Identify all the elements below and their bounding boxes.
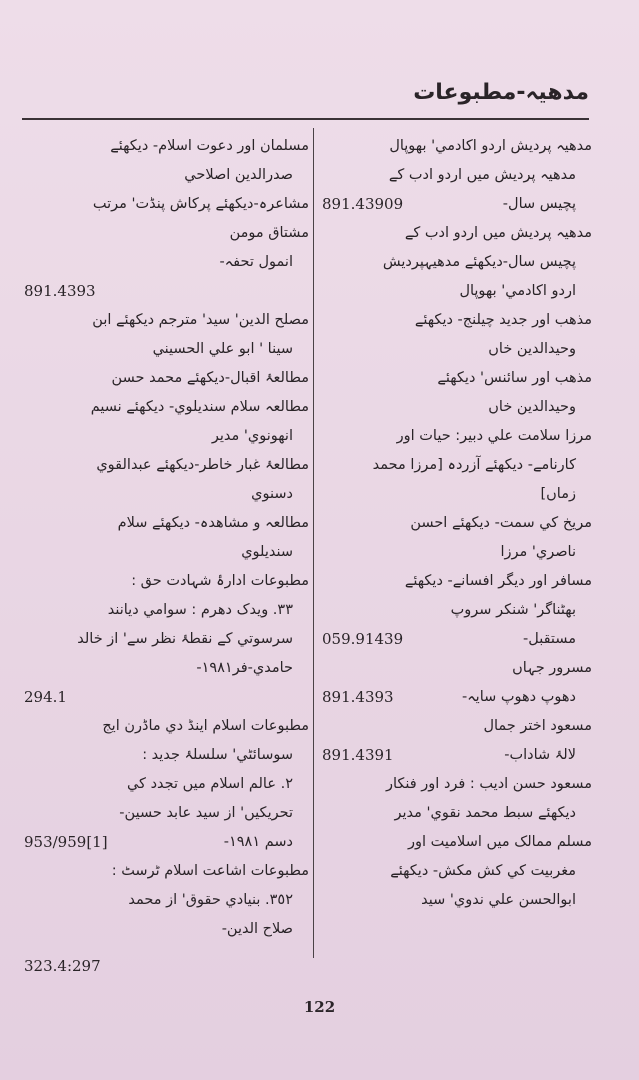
classification-code: 294.1 (24, 688, 67, 706)
entry-line: انمول تحفہ- (219, 254, 293, 270)
entry (24, 712, 309, 857)
entry-line (322, 190, 592, 219)
entry-line: مسلم ممالک میں اسلامیت اور (408, 834, 592, 850)
entry-line: مطبوعات اسلام اینڈ دي ماڈرن ایج (102, 718, 309, 734)
entry-line: سوسائٹي' سلسلۂ جدید : (142, 747, 293, 763)
entry-line: مذھب اور سائنس' دیکھئے (437, 370, 592, 386)
column-divider (313, 128, 314, 958)
entry-line: مدھیہ پردیش اردو اکادمي' بھوپال (389, 138, 592, 154)
entry-line: مریخ کي سمت- دیکھئے احسن (410, 515, 592, 531)
entry-line: مشاعرہ-دیکھئے پرکاش پنڈت' مرتب (92, 196, 309, 212)
running-header: مدھیہ-مطبوعات (413, 80, 589, 105)
entry-line: مصلح الدین' سید' مترجم دیکھئے ابن (92, 312, 309, 328)
entry-line: بھٹناگر' شنکر سروپ (450, 602, 576, 618)
entry-line: ناصري' مرزا (500, 544, 576, 560)
entry-line: مشتاق مومن (229, 225, 309, 241)
classification-code: 891.4393 (24, 282, 96, 300)
header-rule (22, 118, 589, 120)
entry (322, 509, 592, 567)
entry (24, 190, 309, 219)
entry-line: مطالعہ سلام سندیلوي- دیکھئے نسیم (90, 399, 309, 415)
entry (322, 132, 592, 219)
entry-line: پچیس سال-دیکھئے مدھیہپردیش (382, 254, 576, 270)
entry-text: دسم ١٩٨١- (223, 834, 293, 850)
entry-line: صدرالدین اصلاحي (184, 167, 293, 183)
entry (24, 364, 309, 393)
entry-line: ابوالحسن علي ندوي' سید (421, 892, 576, 908)
entry-line: دسنوي (251, 486, 293, 502)
entry (322, 422, 592, 509)
entry-line: صلاح الدین- (221, 921, 293, 937)
entry-line: مدھیہ پردیش میں اردو ادب کے (388, 167, 576, 183)
entry (24, 857, 309, 981)
entry (24, 393, 309, 451)
entry-line: حامدي-فر١٩٨١- (196, 660, 293, 676)
entry-line: مسلمان اور دعوت اسلام- دیکھئے (110, 138, 309, 154)
entry (24, 451, 309, 509)
entry (24, 567, 309, 712)
entry-line (322, 683, 592, 712)
entry-line: مطبوعات ادارۂ شہادت حق : (131, 573, 309, 589)
entry-text: مستقبل- (522, 631, 576, 647)
entry (322, 364, 592, 422)
entry-line: مطالعۂ اقبال-دیکھئے محمد حسن (111, 370, 309, 386)
entry-line: انھونوي' مدیر (211, 428, 293, 444)
entry-line: ٢. عالم اسلام میں تجدد کي (126, 776, 293, 792)
classification-code: 891.43909 (322, 195, 404, 213)
entry-line (322, 741, 592, 770)
entry-text: پچیس سال- (502, 196, 576, 212)
page-number: 122 (303, 998, 336, 1016)
classification-code: 059.91439 (322, 630, 404, 648)
entry-line: مسعود حسن ادیب : فرد اور فنکار (385, 776, 592, 792)
entry-line: مطالعۂ غبار خاطر-دیکھئے عبدالقوي (96, 457, 309, 473)
classification-code: 891.4391 (322, 746, 394, 764)
left-column (24, 132, 309, 981)
entry-line: اردو اکادمي' بھوپال (459, 283, 576, 299)
entry (24, 306, 309, 364)
entry-line: سینا ' ابو علي الحسیني (152, 341, 293, 357)
classification-code: 323.4:297 (24, 957, 101, 975)
entry-line: مسافر اور دیگر افسانے- دیکھئے (404, 573, 592, 589)
entry-line: ٣٥٢. بنیادي حقوق' از محمد (128, 892, 293, 908)
entry-line: مغربیت کي کش مکش- دیکھئے (390, 863, 576, 879)
entry-line: مذھب اور جدید چیلنج- دیکھئے (414, 312, 592, 328)
entry-line: وحیدالدین خاں (488, 341, 576, 357)
entry-line: وحیدالدین خاں (488, 399, 576, 415)
entry (24, 509, 309, 567)
entry (322, 654, 592, 712)
right-column (322, 132, 592, 915)
entry-line (24, 828, 309, 857)
entry-line: ٣٣. ویدک دھرم : سوامي دیانند (107, 602, 293, 618)
entry (322, 306, 592, 364)
entry (322, 770, 592, 828)
entry-line: مسرور جہاں (512, 660, 592, 676)
entry-line: کارنامے- دیکھئے آزردہ [مرزا محمد (372, 457, 576, 473)
entry-line (322, 625, 592, 654)
entry (24, 219, 309, 306)
entry-text: لالۂ شاداب- (504, 747, 576, 763)
entry-line: سرسوتي کے نقطۂ نظر سے' از خالد (77, 631, 293, 647)
entry-line: زماں] (540, 486, 576, 502)
classification-code: 953/959[1] (24, 833, 108, 851)
entry-line: دیکھئے سبط محمد نقوي' مدیر (394, 805, 576, 821)
entry (322, 567, 592, 654)
entry-line: مرزا سلامت علي دبیر: حیات اور (396, 428, 592, 444)
entry-line: سندیلوي (241, 544, 293, 560)
entry (322, 712, 592, 770)
entry-text: دھوپ دھوپ سایہ- (461, 689, 576, 705)
entry (322, 828, 592, 915)
entry-line: مسعود اختر جمال (483, 718, 592, 734)
entry-line: مطبوعات اشاعت اسلام ٹرسٹ : (111, 863, 309, 879)
entry-line: تحریکیں' از سید عابد حسین- (119, 805, 293, 821)
entry-line: مدھیہ پردیش میں اردو ادب کے (404, 225, 592, 241)
entry (322, 219, 592, 306)
entry (24, 132, 309, 190)
classification-code: 891.4393 (322, 688, 394, 706)
entry-line: مطالعہ و مشاھدہ- دیکھئے سلام (117, 515, 309, 531)
